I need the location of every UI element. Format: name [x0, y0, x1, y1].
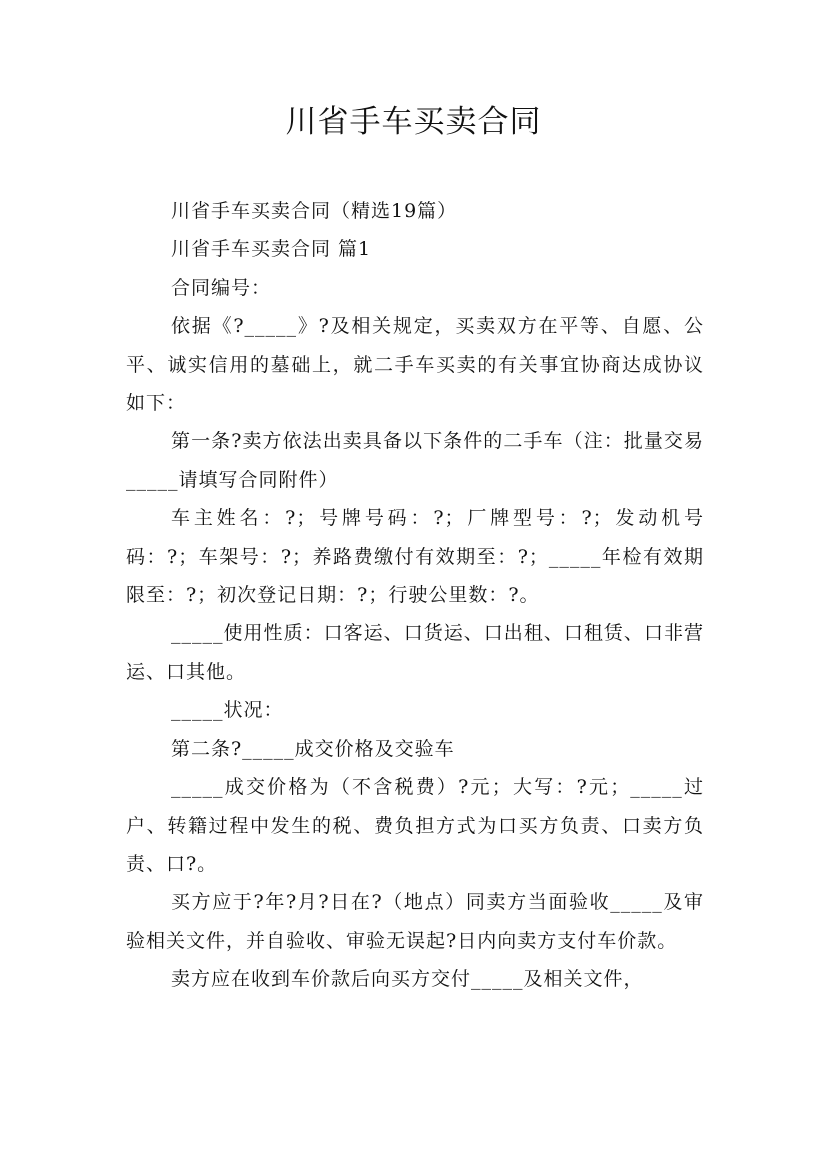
- paragraph-subtitle: 川省手车买卖合同（精选19篇）: [171, 200, 458, 222]
- paragraph-usage-type: _____使用性质：口客运、口货运、口出租、口租赁、口非营运、口其他。: [126, 622, 704, 683]
- paragraph-condition: _____状况：: [171, 699, 284, 722]
- paragraph-preamble: 依据《?_____》?及相关规定，买卖双方在平等、自愿、公平、诚实信用的墓础上，就二手车买卖的有关事宜协商达成协议如下：: [126, 315, 704, 415]
- paragraph-vehicle-info: 车主姓名：?；号牌号码：?；厂牌型号：?；发动机号码：?；车架号：?；养路费缴付有效期至：?；_____年检有效期限至：?；初次登记日期：?；行驶公里数：?。: [126, 507, 704, 607]
- document-body: [126, 192, 704, 999]
- paragraph-article-1: 第一条?卖方依法出卖具备以下条件的二手车（注：批量交易_____请填写合同附件）: [126, 430, 704, 491]
- paragraph-inspection: 买方应于?年?月?日在?（地点）同卖方当面验收_____及审验相关文件，并自验收、审验无误起?日内向卖方支付车价款。: [126, 891, 704, 952]
- paragraph-article-2: 第二条?_____成交价格及交验车: [171, 737, 455, 760]
- document-title: 川省手车买卖合同: [285, 104, 542, 140]
- paragraph-contract-number: 合同编号：: [171, 276, 272, 299]
- paragraph-section-heading: 川省手车买卖合同 篇1: [171, 238, 372, 261]
- paragraph-delivery: 卖方应在收到车价款后向买方交付_____及相关文件，: [171, 968, 644, 991]
- paragraph-price: _____成交价格为（不含税费）?元；大写：?元；_____过户、转籍过程中发生的税、费负担方式为口买方负责、口卖方负责、口?。: [126, 776, 704, 875]
